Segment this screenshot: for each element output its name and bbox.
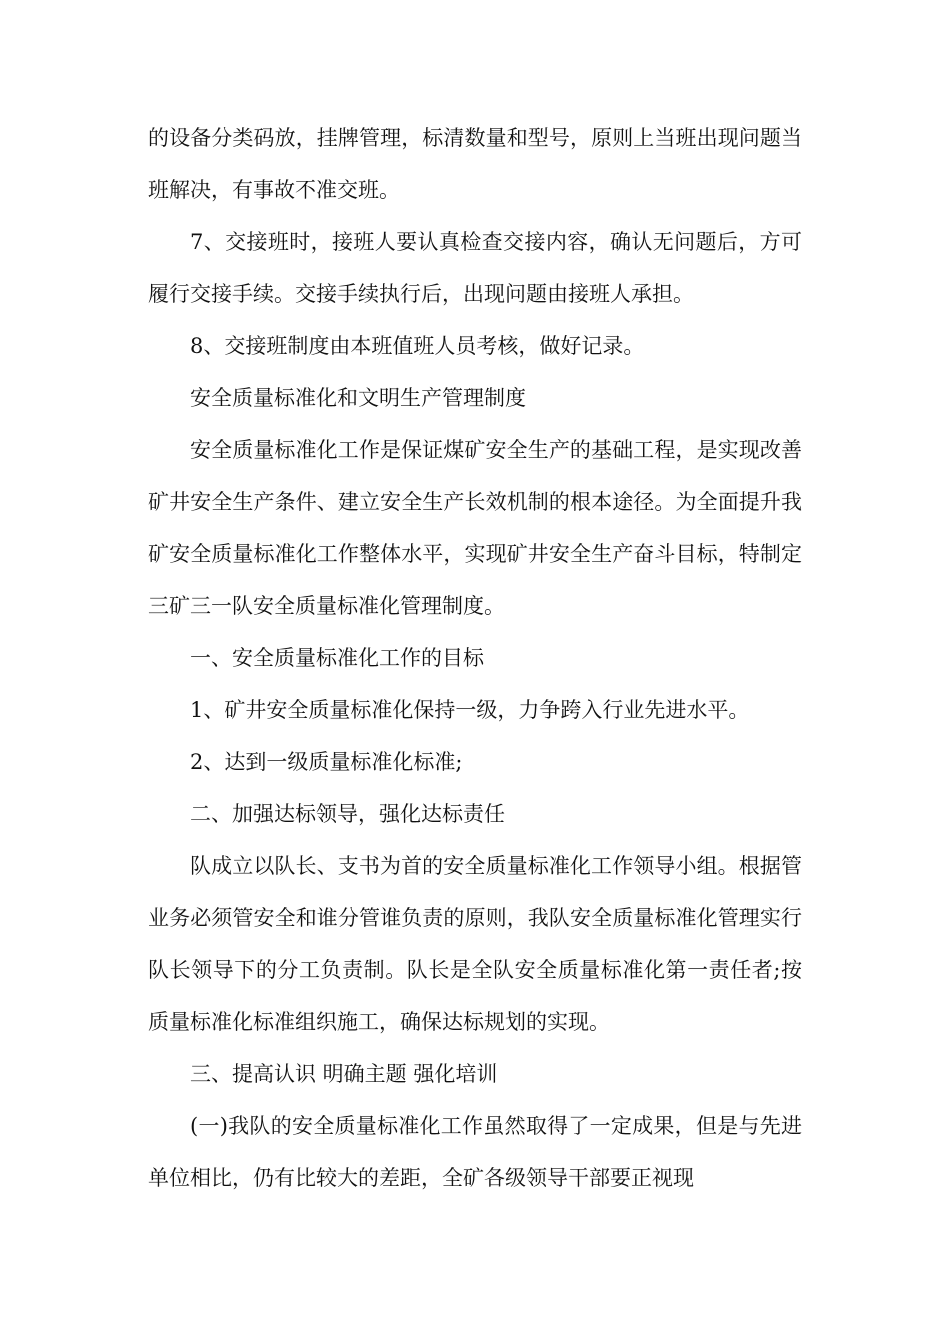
document-page bbox=[148, 112, 802, 1204]
heading-training: 三、提高认识 明确主题 强化培训 bbox=[190, 1062, 498, 1086]
heading-leadership: 二、加强达标领导，强化达标责任 bbox=[190, 802, 505, 826]
paragraph-training-1: (一)我队的安全质量标准化工作虽然取得了一定成果，但是与先进单位相比，仍有比较大的差距，全矿各级领导干部要正视现 bbox=[148, 1114, 802, 1190]
section-title: 安全质量标准化和文明生产管理制度 bbox=[190, 386, 526, 410]
heading-goals: 一、安全质量标准化工作的目标 bbox=[190, 646, 484, 670]
paragraph-intro: 安全质量标准化工作是保证煤矿安全生产的基础工程，是实现改善矿井安全生产条件、建立安全生产长效机制的根本途径。为全面提升我矿安全质量标准化工作整体水平，实现矿井安全生产奋斗目标，特制定三矿三一队安全质量标准化管理制度。 bbox=[148, 438, 802, 618]
paragraph-item-7: 7、交接班时，接班人要认真检查交接内容，确认无问题后，方可履行交接手续。交接手续执行后，出现问题由接班人承担。 bbox=[148, 230, 802, 306]
paragraph-goal-1: 1、矿井安全质量标准化保持一级，力争跨入行业先进水平。 bbox=[190, 698, 750, 722]
paragraph-continuation: 的设备分类码放，挂牌管理，标清数量和型号，原则上当班出现问题当班解决，有事故不准交班。 bbox=[148, 126, 802, 202]
paragraph-item-8: 8、交接班制度由本班值班人员考核，做好记录。 bbox=[190, 334, 645, 358]
paragraph-leadership: 队成立以队长、支书为首的安全质量标准化工作领导小组。根据管业务必须管安全和谁分管谁负责的原则，我队安全质量标准化管理实行队长领导下的分工负责制。队长是全队安全质量标准化第一责任者;按质量标准化标准组织施工，确保达标规划的实现。 bbox=[148, 854, 802, 1034]
paragraph-goal-2: 2、达到一级质量标准化标准; bbox=[190, 750, 463, 774]
